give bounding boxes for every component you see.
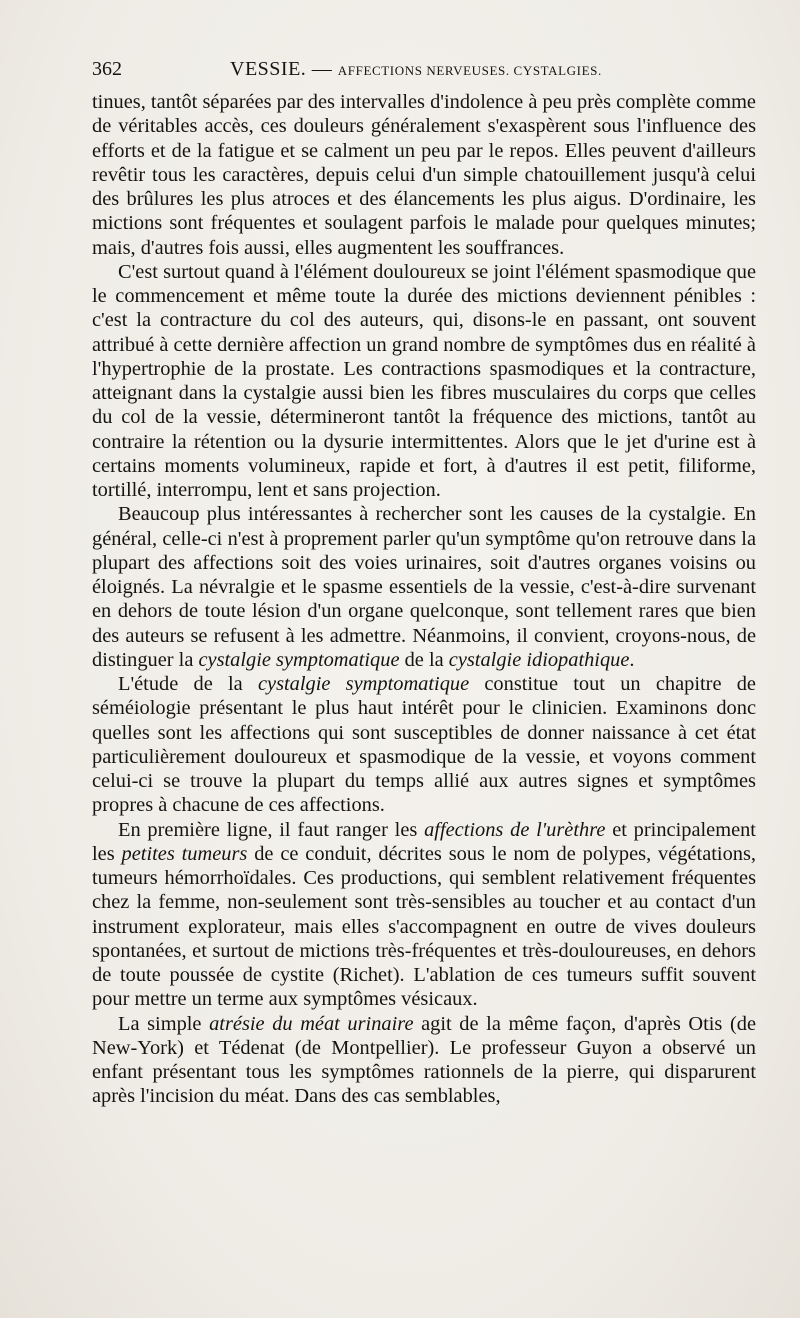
text-segment: . — [629, 648, 635, 671]
running-title — [230, 58, 602, 81]
text-segment: de la — [399, 648, 449, 671]
paragraph-p1 — [92, 90, 756, 260]
text-segment: et principalement les — [92, 818, 756, 865]
text-segment: de ce conduit, décrites sous le nom de polypes, végétations, tumeurs hémorrhoïdales. Ces productions, qui semblent relativement fréquentes chez la femme, non-seulement sont très-sensibles au toucher et au contact d'un instrument explorateur, mais elles s'accompagnent en outre de vives douleurs spontanées, et surtout de mictions très-fréquentes et très-douloureuses, en dehors de toute poussée de cystite (Richet). L'ablation de ces tumeurs suffit souvent pour mettre un terme aux symptômes vésicaux. — [92, 842, 757, 1011]
paragraph-p4 — [92, 672, 756, 818]
text-segment: L'étude de la — [118, 673, 258, 695]
italic-segment: affections de l'urèthre — [424, 818, 606, 841]
running-header — [92, 56, 760, 86]
italic-segment: cystalgie symptomatique — [257, 673, 470, 695]
page-number: 362 — [92, 58, 122, 80]
paragraph-p3 — [92, 502, 756, 672]
running-title-dash: — — [306, 58, 338, 80]
paragraph-p5 — [92, 818, 756, 1012]
running-title-main: VESSIE. — [230, 58, 307, 80]
paragraph-p2 — [92, 260, 756, 503]
text-segment: La simple — [118, 1012, 210, 1035]
body-text — [92, 90, 756, 1109]
text-segment: C'est surtout quand à l'élément douloureux se joint l'élément spasmodique que le commencement et même toute la durée des mictions deviennent pénibles : c'est la contracture du col des auteurs, qui, disons-le en passant, ont souvent attribué à cette dernière affection un grand nombre de symptômes dus en réalité à l'hypertrophie de la prostate. Les contractions spasmodiques et la contracture, atteignant dans la cystalgie aussi bien les fibres musculaires du corps que celles du col de la vessie, détermineront tantôt la fréquence des mictions, tantôt au contraire la rétention ou la dysurie intermittentes. Alors que le jet d'urine est à certains moments volumineux, rapide et fort, à d'autres il est petit, filiforme, tortillé, interrompu, lent et sans projection. — [92, 260, 756, 501]
paragraph-p6 — [92, 1012, 756, 1109]
italic-segment: petites tumeurs — [121, 842, 248, 865]
text-segment: tinues, tantôt séparées par des intervalles d'indolence à peu près complète comme de véritables accès, ces douleurs généralement s'exaspèrent sous l'influence des efforts et de la fatigue et se calment un peu par le repos. Elles peuvent d'ailleurs revêtir tous les caractères, depuis celui d'un simple chatouillement jusqu'à celui des brûlures les plus atroces et des élancements les plus aigus. D'ordinaire, les mictions sont fréquentes et soulagent parfois le malade pour quelques minutes; mais, d'autres fois aussi, elles augmentent les souffrances. — [92, 91, 756, 259]
text-segment: constitue tout un chapitre de séméiologie présentant le plus haut intérêt pour le clinicien. Examinons donc quelles sont les affections qui sont susceptibles de donner naissance à cet état particulièrement douloureux et spasmodique de la vessie, et voyons comment celui-ci se trouve la plupart du temps allié aux autres signes et symptômes propres à chacune de ces affections. — [92, 673, 756, 817]
running-title-sub: AFFECTIONS NERVEUSES. CYSTALGIES. — [337, 63, 602, 78]
text-segment: Beaucoup plus intéressantes à rechercher sont les causes de la cystalgie. En général, celle-ci n'est à proprement parler qu'un symptôme qu'on retrouve dans la plupart des affections soit des voies urinaires, soit d'autres organes voisins ou éloignés. La névralgie et le spasme essentiels de la vessie, c'est-à-dire survenant en dehors de toute lésion d'un organe quelconque, sont tellement rares que bien des auteurs se refusent à les admettre. Néanmoins, il convient, croyons-nous, de distinguer la — [92, 503, 756, 671]
italic-segment: atrésie du méat urinaire — [209, 1012, 414, 1035]
text-segment: agit de la même façon, d'après Otis (de New-York) et Tédenat (de Montpellier). Le professeur Guyon a observé un enfant présentant tous les symptômes rationnels de la pierre, qui disparurent après l'incision du méat. Dans des cas semblables, — [92, 1012, 757, 1108]
italic-segment: cystalgie symptomatique — [198, 648, 400, 671]
text-segment: En première ligne, il faut ranger les — [118, 818, 425, 841]
italic-segment: cystalgie idiopathique — [448, 648, 630, 671]
